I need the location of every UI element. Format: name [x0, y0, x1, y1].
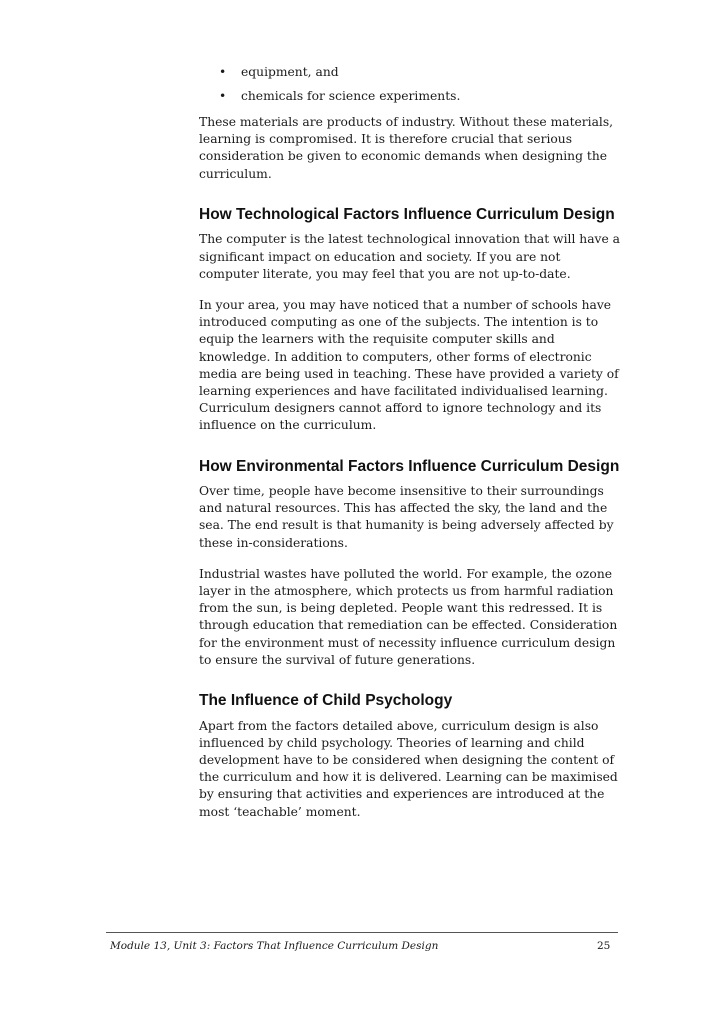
footer-divider: [106, 932, 618, 933]
list-item-text: equipment, and: [241, 65, 339, 79]
bullet-marker: •: [219, 88, 227, 103]
env-paragraph-2: Industrial wastes have polluted the world. For example, the ozone layer in the atmosphere, which protects us from harmful radiation from the sun, is being depleted. People want this redressed. It is through education that remediation can be effected. Consideration for the environment must of necessity influence curriculum design to ensure the survival of future generations.: [199, 566, 618, 667]
tech-section-heading: How Technological Factors Influence Curriculum Design: [199, 205, 615, 223]
tech-paragraph-2: In your area, you may have noticed that a number of schools have introduced computing as one of the subjects. The intention is to equip the learners with the requisite computer skills and knowledge. In addition to computers, other forms of electronic media are being used in teaching. These have provided a variety of learning experiences and have facilitated individualised learning. Curriculum designers cannot afford to ignore technology and its influence on the curriculum.: [199, 297, 619, 433]
env-paragraph-1: Over time, people have become insensitive to their surroundings and natural resources. This has affected the sky, the land and the sea. The end result is that humanity is being adversely affected by these in-considerations.: [199, 484, 614, 550]
env-section-heading: How Environmental Factors Influence Curriculum Design: [199, 457, 620, 475]
list-item: [213, 88, 624, 105]
list-item: [213, 64, 624, 81]
intro-paragraph: These materials are products of industry. Without these materials, learning is compromised. It is therefore crucial that serious consideration be given to economic demands when designing the curriculum.: [199, 115, 614, 181]
tech-paragraph-1: The computer is the latest technological innovation that will have a significant impact on education and society. If you are not computer literate, you may feel that you are not up-to-date.: [199, 232, 621, 281]
page-number: 25: [597, 940, 611, 952]
child-paragraph-1: Apart from the factors detailed above, curriculum design is also influenced by child psychology. Theories of learning and child development have to be considered when designing the content of the curriculum and how it is delivered. Learning can be maximised by ensuring that activities and experiences are introduced at the most ‘teachable’ moment.: [199, 718, 618, 819]
footer-title: Module 13, Unit 3: Factors That Influence Curriculum Design: [110, 940, 439, 952]
document-body: [199, 64, 624, 835]
list-item-text: chemicals for science experiments.: [241, 88, 461, 103]
materials-bullet-list: [199, 64, 624, 104]
bullet-marker: •: [219, 65, 227, 79]
child-section-heading: The Influence of Child Psychology: [199, 692, 453, 710]
